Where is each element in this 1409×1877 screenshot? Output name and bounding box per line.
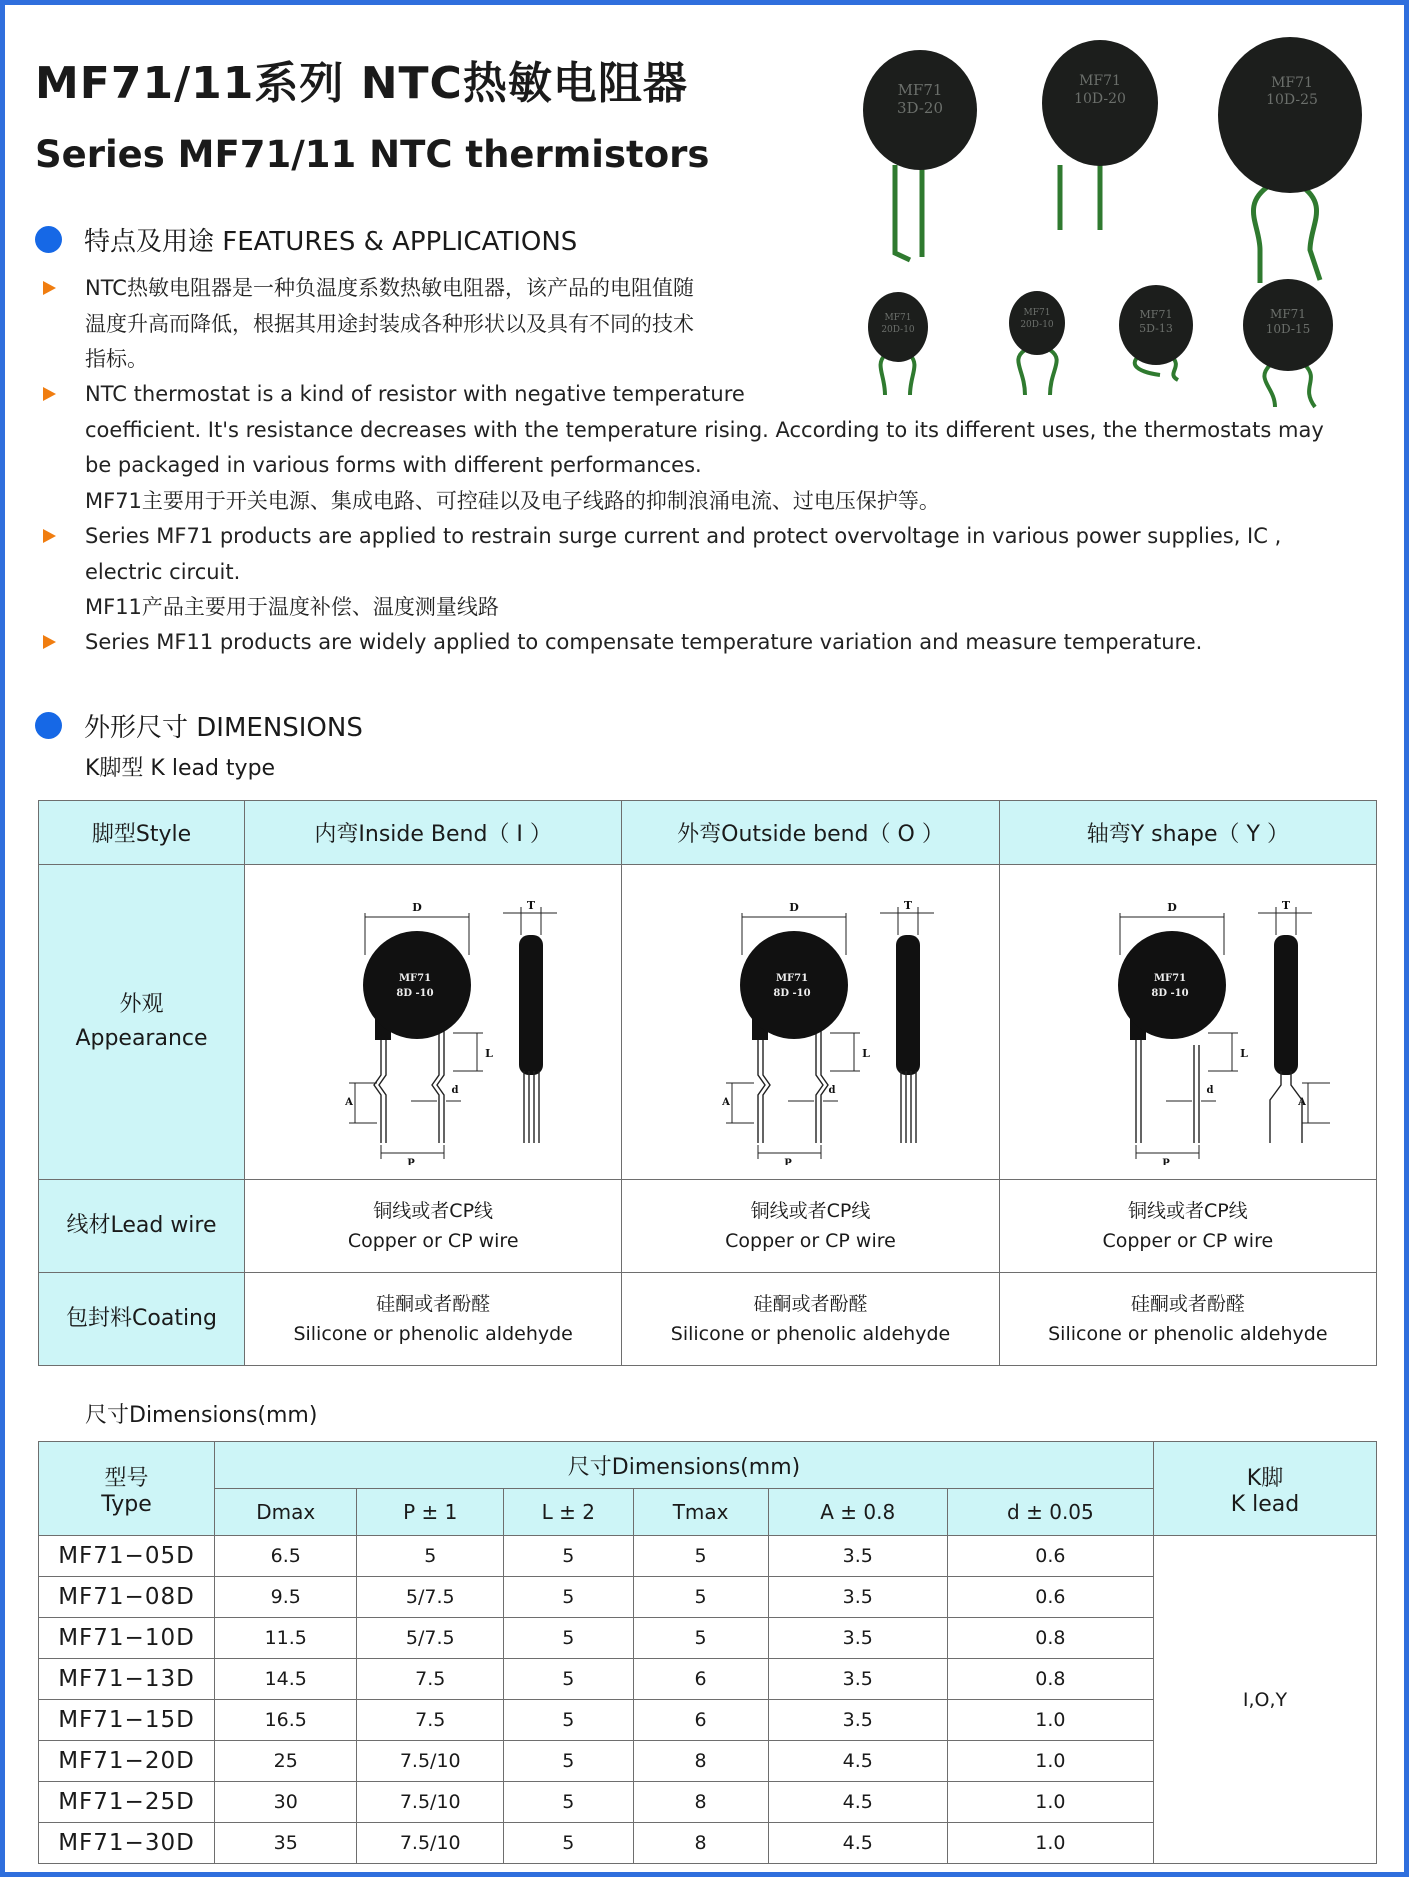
body-label-model: MF71 bbox=[776, 972, 809, 984]
body-label-spec: 8D -10 bbox=[396, 987, 434, 999]
thermistor-photo-3 bbox=[1218, 37, 1362, 283]
dimensions-table bbox=[38, 1441, 1377, 1864]
value-cell: 1.0 bbox=[947, 1700, 1153, 1741]
arrow-bullet-icon bbox=[43, 387, 56, 401]
arrow-bullet-icon bbox=[43, 635, 56, 649]
dimension-label-t: T bbox=[1281, 898, 1290, 912]
inside-bend-drawing bbox=[283, 875, 583, 1165]
dimension-label-d: D bbox=[789, 900, 800, 914]
side-view-body bbox=[519, 935, 543, 1075]
type-cell: MF71−20D bbox=[39, 1741, 215, 1782]
value-cell: 5/7.5 bbox=[357, 1618, 504, 1659]
style-table bbox=[38, 800, 1377, 1366]
type-cell: MF71−13D bbox=[39, 1659, 215, 1700]
side-view-body bbox=[1274, 935, 1298, 1075]
dimension-label-t: T bbox=[527, 898, 536, 912]
inside-bend-drawing-cell bbox=[245, 865, 622, 1180]
coating-inside: 硅酮或者酚醛 Silicone or phenolic aldehyde bbox=[245, 1273, 622, 1366]
type-cell: MF71−15D bbox=[39, 1700, 215, 1741]
side-view-body bbox=[896, 935, 920, 1075]
svg-text:MF71: MF71 bbox=[1079, 73, 1121, 89]
page-subtitle: Series MF71/11 NTC thermistors bbox=[35, 133, 710, 176]
type-cell: MF71−30D bbox=[39, 1823, 215, 1864]
svg-text:5D-13: 5D-13 bbox=[1139, 322, 1173, 335]
svg-text:MF71: MF71 bbox=[897, 81, 943, 99]
dimension-label-t: T bbox=[904, 898, 913, 912]
page-title: MF71/11系列 NTC热敏电阻器 bbox=[35, 58, 688, 109]
svg-text:10D-15: 10D-15 bbox=[1265, 322, 1311, 336]
dimensions-heading: 外形尺寸 DIMENSIONS bbox=[35, 707, 363, 744]
value-cell: 16.5 bbox=[215, 1700, 357, 1741]
header-inside-bend: 内弯Inside Bend（ I ） bbox=[245, 801, 622, 865]
column-header: A ± 0.8 bbox=[768, 1489, 947, 1536]
header-y-shape: 轴弯Y shape（ Y ） bbox=[999, 801, 1376, 865]
value-cell: 3.5 bbox=[768, 1618, 947, 1659]
svg-text:MF71: MF71 bbox=[1270, 307, 1306, 321]
value-cell: 30 bbox=[215, 1782, 357, 1823]
type-cell: MF71−05D bbox=[39, 1536, 215, 1577]
value-cell: 14.5 bbox=[215, 1659, 357, 1700]
column-header: Tmax bbox=[633, 1489, 768, 1536]
y-shape-drawing-cell bbox=[999, 865, 1376, 1180]
dimension-label-p: P bbox=[1162, 1157, 1170, 1165]
type-cell: MF71−10D bbox=[39, 1618, 215, 1659]
value-cell: 1.0 bbox=[947, 1823, 1153, 1864]
value-cell: 7.5/10 bbox=[357, 1782, 504, 1823]
arrow-bullet-icon bbox=[43, 281, 56, 295]
header-outside-bend: 外弯Outside bend（ O ） bbox=[622, 801, 999, 865]
value-cell: 3.5 bbox=[768, 1700, 947, 1741]
value-cell: 11.5 bbox=[215, 1618, 357, 1659]
value-cell: 7.5/10 bbox=[357, 1741, 504, 1782]
value-cell: 5 bbox=[504, 1659, 633, 1700]
value-cell: 1.0 bbox=[947, 1741, 1153, 1782]
svg-text:MF71: MF71 bbox=[1023, 308, 1051, 318]
value-cell: 5 bbox=[357, 1536, 504, 1577]
value-cell: 0.8 bbox=[947, 1618, 1153, 1659]
dimension-label-l: L bbox=[862, 1046, 871, 1060]
dimension-label-l: L bbox=[485, 1046, 494, 1060]
value-cell: 7.5 bbox=[357, 1659, 504, 1700]
lead-type-label: K脚型 K lead type bbox=[85, 756, 276, 781]
value-cell: 5 bbox=[504, 1577, 633, 1618]
header-style: 脚型Style bbox=[39, 801, 245, 865]
svg-text:MF71: MF71 bbox=[884, 313, 912, 323]
dimension-label-l: L bbox=[1239, 1046, 1248, 1060]
value-cell: 5/7.5 bbox=[357, 1577, 504, 1618]
coating-label: 包封料Coating bbox=[39, 1273, 245, 1366]
dimension-label-d: D bbox=[1167, 900, 1177, 914]
svg-text:10D-25: 10D-25 bbox=[1266, 92, 1318, 108]
table-row bbox=[39, 1536, 1377, 1577]
body-label-model: MF71 bbox=[399, 972, 432, 984]
column-header: Dmax bbox=[215, 1489, 357, 1536]
appearance-label: 外观 Appearance bbox=[39, 865, 245, 1180]
value-cell: 5 bbox=[504, 1618, 633, 1659]
value-cell: 5 bbox=[504, 1741, 633, 1782]
dimension-label-a: A bbox=[722, 1096, 731, 1108]
bullet-dot-icon bbox=[35, 712, 62, 739]
type-cell: MF71−25D bbox=[39, 1782, 215, 1823]
header-dimensions-group: 尺寸Dimensions(mm) bbox=[215, 1442, 1154, 1489]
outside-bend-drawing bbox=[660, 875, 960, 1165]
svg-text:MF71: MF71 bbox=[1139, 308, 1173, 321]
value-cell: 5 bbox=[504, 1536, 633, 1577]
value-cell: 9.5 bbox=[215, 1577, 357, 1618]
dimension-label-a: A bbox=[345, 1096, 354, 1108]
dimension-label-p: P bbox=[407, 1157, 415, 1165]
feature-paragraph-cn: NTC热敏电阻器是一种负温度系数热敏电阻器，该产品的电阻值随 温度升高而降低，根据其用途封装成各种形状以及具有不同的技术 指标。 bbox=[85, 276, 694, 371]
thermistor-body bbox=[1118, 931, 1226, 1039]
feature-paragraph-en: NTC thermostat is a kind of resistor with negative temperature coefficient. It's resistance decreases with the temperature rising. According to its different uses, the thermostats may be packaged in various forms with different performances. MF71主要用于开关电源、集成电路、可控硅以及电子线路的抑制浪涌电流、过电压保护等。 bbox=[85, 382, 1324, 513]
thermistor-photo-6 bbox=[1119, 285, 1193, 380]
thermistor-photo-2 bbox=[1042, 40, 1158, 230]
value-cell: 5 bbox=[633, 1536, 768, 1577]
value-cell: 6.5 bbox=[215, 1536, 357, 1577]
dimensions-table-label: 尺寸Dimensions(mm) bbox=[85, 1403, 318, 1428]
value-cell: 5 bbox=[504, 1700, 633, 1741]
thermistor-body bbox=[363, 931, 471, 1039]
column-header: P ± 1 bbox=[357, 1489, 504, 1536]
product-photos bbox=[860, 35, 1380, 415]
k-lead-value: I,O,Y bbox=[1154, 1536, 1377, 1864]
lead-wire-inside: 铜线或者CP线 Copper or CP wire bbox=[245, 1180, 622, 1273]
thermistor-body bbox=[740, 931, 848, 1039]
mf11-application-paragraph: Series MF11 products are widely applied to compensate temperature variation and measure temperature. bbox=[85, 630, 1203, 654]
dimension-label-lead-d: d bbox=[1206, 1084, 1214, 1096]
value-cell: 1.0 bbox=[947, 1782, 1153, 1823]
header-k-lead: K脚 K lead bbox=[1154, 1442, 1377, 1536]
value-cell: 7.5/10 bbox=[357, 1823, 504, 1864]
value-cell: 8 bbox=[633, 1823, 768, 1864]
value-cell: 6 bbox=[633, 1659, 768, 1700]
bullet-dot-icon bbox=[35, 226, 62, 253]
value-cell: 0.8 bbox=[947, 1659, 1153, 1700]
svg-text:20D-10: 20D-10 bbox=[881, 325, 915, 335]
value-cell: 35 bbox=[215, 1823, 357, 1864]
value-cell: 3.5 bbox=[768, 1577, 947, 1618]
value-cell: 6 bbox=[633, 1700, 768, 1741]
value-cell: 3.5 bbox=[768, 1659, 947, 1700]
arrow-bullet-icon bbox=[43, 529, 56, 543]
lead-wire-y: 铜线或者CP线 Copper or CP wire bbox=[999, 1180, 1376, 1273]
value-cell: 4.5 bbox=[768, 1782, 947, 1823]
column-header: L ± 2 bbox=[504, 1489, 633, 1536]
type-cell: MF71−08D bbox=[39, 1577, 215, 1618]
dimension-label-a: A bbox=[1297, 1096, 1306, 1108]
value-cell: 5 bbox=[633, 1577, 768, 1618]
value-cell: 4.5 bbox=[768, 1741, 947, 1782]
lead-wire-label: 线材Lead wire bbox=[39, 1180, 245, 1273]
value-cell: 5 bbox=[504, 1823, 633, 1864]
outside-bend-drawing-cell bbox=[622, 865, 999, 1180]
dimension-label-lead-d: d bbox=[451, 1084, 459, 1096]
value-cell: 5 bbox=[504, 1782, 633, 1823]
header-type: 型号 Type bbox=[39, 1442, 215, 1536]
value-cell: 0.6 bbox=[947, 1536, 1153, 1577]
coating-outside: 硅酮或者酚醛 Silicone or phenolic aldehyde bbox=[622, 1273, 999, 1366]
column-header: d ± 0.05 bbox=[947, 1489, 1153, 1536]
value-cell: 25 bbox=[215, 1741, 357, 1782]
body-label-spec: 8D -10 bbox=[1151, 987, 1189, 999]
value-cell: 0.6 bbox=[947, 1577, 1153, 1618]
value-cell: 8 bbox=[633, 1741, 768, 1782]
value-cell: 4.5 bbox=[768, 1823, 947, 1864]
svg-text:3D-20: 3D-20 bbox=[896, 99, 944, 117]
features-heading: 特点及用途 FEATURES & APPLICATIONS bbox=[35, 221, 577, 258]
value-cell: 3.5 bbox=[768, 1536, 947, 1577]
value-cell: 5 bbox=[633, 1618, 768, 1659]
y-shape-drawing bbox=[1038, 875, 1338, 1165]
dimension-label-lead-d: d bbox=[828, 1084, 836, 1096]
value-cell: 8 bbox=[633, 1782, 768, 1823]
lead-wire-outside: 铜线或者CP线 Copper or CP wire bbox=[622, 1180, 999, 1273]
svg-text:MF71: MF71 bbox=[1271, 75, 1313, 91]
thermistor-photo-1 bbox=[863, 50, 977, 260]
svg-text:10D-20: 10D-20 bbox=[1074, 91, 1126, 107]
mf71-application-paragraph: Series MF71 products are applied to restrain surge current and protect overvoltage in various power supplies, IC , electric circuit. MF11产品主要用于温度补偿、温度测量线路 bbox=[85, 524, 1282, 619]
value-cell: 7.5 bbox=[357, 1700, 504, 1741]
svg-text:20D-10: 20D-10 bbox=[1020, 320, 1054, 330]
body-label-spec: 8D -10 bbox=[773, 987, 812, 999]
dimension-label-d: D bbox=[412, 900, 422, 914]
coating-y: 硅酮或者酚醛 Silicone or phenolic aldehyde bbox=[999, 1273, 1376, 1366]
body-label-model: MF71 bbox=[1153, 972, 1186, 984]
dimension-label-p: P bbox=[784, 1157, 793, 1165]
